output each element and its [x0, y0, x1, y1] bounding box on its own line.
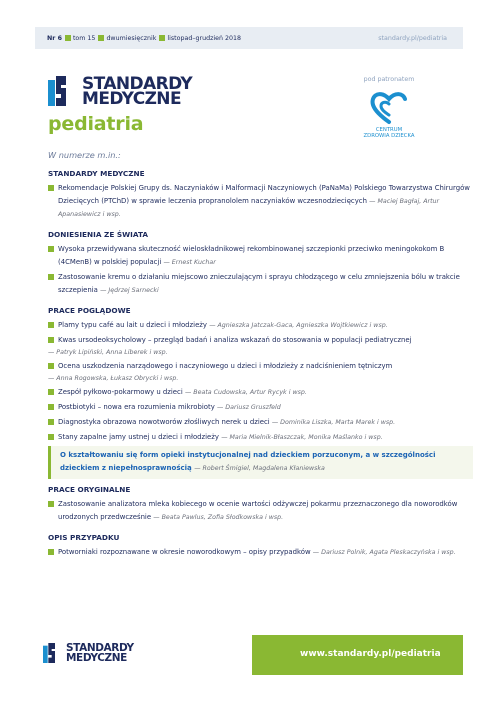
list-item[interactable] [48, 182, 473, 221]
article-authors: — Anna Rogowska, Łukasz Obrycki i wsp. [48, 375, 179, 382]
list-item[interactable] [48, 243, 473, 269]
section-title: PRACE POGLĄDOWE [48, 306, 131, 315]
article-title: Wysoka przewidywana skuteczność wieloskładnikowej rekombinowanej szczepionki przeciwko meningokokom B (4CMenB) w polskiej populacji [58, 245, 445, 266]
article-title: Zastosowanie analizatora mleka kobiecego w ocenie wartości odżywczej pokarmu przeznaczonego dla noworodków urodzonych przedwcześnie [58, 500, 458, 521]
logo-line-2: MEDYCZNE [82, 89, 181, 109]
article-title: Stany zapalne jamy ustnej u dzieci i młodzieży [58, 433, 219, 441]
bullet-square-icon [48, 246, 54, 252]
footer-url-bar[interactable] [252, 635, 463, 675]
list-item[interactable] [48, 271, 473, 297]
article-authors: — Jędrzej Sarnecki [100, 287, 159, 294]
article-authors: — Dariusz Polnik, Agata Pleskaczyńska i wsp. [312, 549, 456, 556]
highlighted-article[interactable] [48, 446, 473, 479]
footer-logo-line-1: STANDARDY [66, 642, 134, 654]
list-item[interactable] [48, 431, 473, 444]
bullet-square-icon [48, 419, 54, 425]
article-authors: — Dominika Liszka, Marta Marek i wsp. [271, 419, 396, 426]
url-path: /pediatria [391, 649, 441, 659]
article-title: Zastosowanie kremu o działaniu miejscowo znieczulającym i sprayu chłodzącego w celu zmniejszenia bólu w trakcie szczepienia [58, 273, 460, 294]
header-website[interactable]: standardy.pl/pediatria [378, 35, 447, 42]
section-title: STANDARDY MEDYCZNE [48, 169, 145, 178]
article-authors: — Patryk Lipiński, Anna Liberek i wsp. [48, 349, 168, 356]
issue-info [47, 35, 241, 42]
period: listopad–grudzień 2018 [167, 35, 242, 42]
patron-org-line-2: ZDROWIA DZIECKA [363, 133, 415, 140]
article-authors: — Dariusz Gruszfeld [217, 404, 281, 411]
list-item[interactable] [48, 416, 473, 429]
logo-line-1: STANDARDY [82, 74, 193, 94]
article-title: Rekomendacje Polskiej Grupy ds. Naczyniaków i Malformacji Naczyniowych (PaNaMa) Polskiego Towarzystwa Chirurgów Dziecięcych (PTChD) w sprawie leczenia propranololem naczyniaków wczesnodziecięcych [58, 184, 470, 205]
article-authors: — Maciej Bagłaj, Artur Apanasiewicz i wsp. [58, 198, 440, 218]
patron-org-line-1: CENTRUM [375, 127, 403, 133]
article-title: Diagnostyka obrazowa nowotworów złośliwych nerek u dzieci [58, 418, 270, 426]
article-title: Zespół pyłkowo-pokarmowy u dzieci [58, 388, 183, 396]
list-item[interactable] [48, 546, 473, 559]
logo-mark-icon [48, 76, 66, 106]
bullet-square-icon [48, 322, 54, 328]
article-title: Potworniaki rozpoznawane w okresie noworodkowym – opisy przypadków [58, 548, 311, 556]
section-title: PRACE ORYGINALNE [48, 485, 131, 494]
list-item[interactable] [48, 319, 473, 332]
article-title: Plamy typu café au lait u dzieci i młodzieży [58, 321, 207, 329]
article-title: Ocena uszkodzenia narządowego i naczyniowego u dzieci i młodzieży z nadciśnieniem tętniczym [58, 362, 393, 370]
issue-number: Nr 6 [47, 35, 62, 42]
bullet-square-icon [48, 185, 54, 191]
bullet-square-icon [48, 501, 54, 507]
patronage [353, 76, 425, 140]
logo-mark-icon [43, 643, 55, 663]
article-title: Kwas ursodeoksycholowy – przegląd badań i analiza wskazań do stosowania w populacji pediatrycznej [58, 336, 412, 344]
bullet-square-icon [48, 363, 54, 369]
article-authors: — Ernest Kuchar [163, 259, 216, 266]
list-item[interactable] [48, 401, 473, 414]
bullet-square-icon [48, 337, 54, 343]
list-item[interactable] [48, 360, 473, 384]
list-item[interactable] [48, 386, 473, 399]
journal-title: pediatria [48, 113, 144, 135]
issue-header-bar [35, 27, 463, 49]
article-authors: — Maria Mielnik-Błaszczak, Monika Maślanko i wsp. [221, 434, 383, 441]
bullet-square-icon [159, 35, 165, 41]
bullet-square-icon [48, 404, 54, 410]
volume: tom 15 [72, 35, 96, 42]
footer-url[interactable] [300, 648, 441, 659]
highlight-authors: — Robert Śmigiel, Magdalena Kłaniewska [194, 465, 325, 472]
section-title: DONIESIENIA ZE ŚWIATA [48, 230, 149, 239]
bullet-square-icon [48, 549, 54, 555]
standardy-medyczne-logo [48, 72, 208, 112]
list-item[interactable] [48, 334, 473, 358]
bullet-square-icon [48, 389, 54, 395]
article-authors: — Agnieszka Jatczak-Gaca, Agnieszka Wojtkiewicz i wsp. [209, 322, 388, 329]
contents-intro: W numerze m.in.: [48, 150, 121, 160]
article-authors: — Beata Cudowska, Artur Rycyk i wsp. [184, 389, 307, 396]
article-title: Postbiotyki – nowa era rozumienia mikrobioty [58, 403, 215, 411]
list-item[interactable] [48, 498, 473, 524]
highlight-title: O kształtowaniu się form opieki instytucjonalnej nad dzieckiem porzuconym, a w szczególności dzieckiem z niepełnosprawnością [60, 451, 436, 472]
url-main: www.standardy.pl [300, 649, 392, 659]
footer-logo [43, 642, 153, 668]
bullet-square-icon [48, 434, 54, 440]
bullet-square-icon [98, 35, 104, 41]
patronage-label: pod patronatem [363, 76, 415, 83]
frequency: dwumiesięcznik [106, 35, 157, 42]
section-title: OPIS PRZYPADKU [48, 533, 120, 542]
footer-logo-line-2: MEDYCZNE [66, 652, 127, 664]
bullet-square-icon [48, 274, 54, 280]
heart-logo-icon [369, 91, 409, 125]
article-authors: — Beata Pawlus, Zofia Słodkowska i wsp. [153, 514, 284, 521]
table-of-contents [48, 169, 473, 561]
bullet-square-icon [65, 35, 71, 41]
